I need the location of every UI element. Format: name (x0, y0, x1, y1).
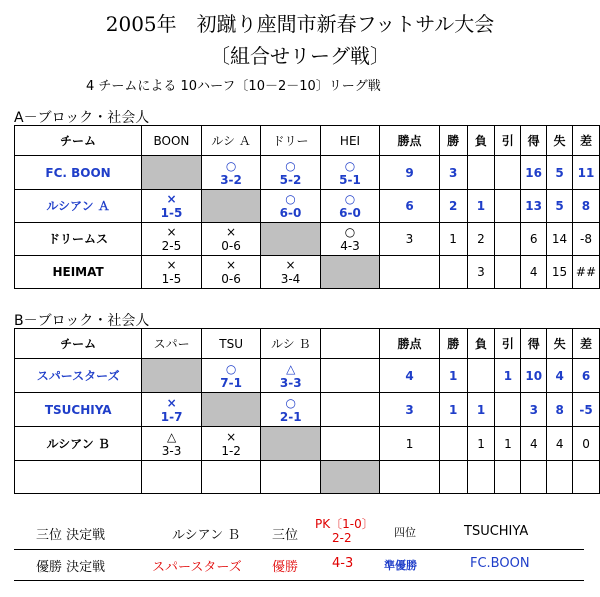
stat-cell: 9 (380, 156, 439, 190)
result-mark: ○ (285, 192, 296, 206)
final-label: 優勝 決定戦 (36, 560, 106, 575)
match-result-cell (201, 223, 260, 256)
final-winner-rank: 優勝 (272, 560, 299, 575)
header-row (15, 126, 600, 156)
result-mark: × (226, 429, 237, 444)
team-name: HEIMAT (15, 256, 142, 289)
block-a-table (14, 125, 600, 289)
result-mark: ○ (344, 225, 356, 239)
match-result-cell (320, 427, 379, 461)
standings-row (15, 359, 600, 393)
stat-cell: 0 (573, 427, 600, 461)
stat-cell: 15 (547, 256, 573, 289)
stat-cell (521, 461, 547, 494)
stat-cell: 8 (572, 190, 599, 223)
finals-divider-1 (14, 549, 584, 550)
team-name (15, 461, 142, 494)
stat-cell: 3 (439, 156, 467, 190)
block-b-table (14, 328, 600, 494)
standings-row (15, 427, 600, 461)
result-score: 1-5 (160, 206, 183, 220)
stat-cell: -5 (573, 393, 600, 427)
stat-cell: -8 (572, 223, 599, 256)
result-mark: × (166, 225, 177, 239)
stat-cell (547, 461, 573, 494)
standings-row (15, 393, 600, 427)
result-mark: ○ (285, 158, 296, 173)
stat-cell (495, 461, 521, 494)
stat-cell (495, 190, 521, 223)
match-result-cell (261, 393, 321, 427)
self-match-cell (320, 461, 379, 494)
match-result-cell (320, 190, 380, 223)
column-header: 差 (572, 126, 599, 156)
match-result-cell (201, 156, 260, 190)
column-header (320, 329, 379, 359)
stat-cell: 5 (547, 156, 573, 190)
match-result-cell (201, 256, 260, 289)
third-place-loser-rank: 四位 (394, 526, 416, 539)
result-mark: × (166, 258, 177, 272)
third-place-pk-score: PK〔1-0〕 (315, 517, 374, 531)
match-result-cell (320, 393, 379, 427)
stat-cell: 5 (547, 190, 573, 223)
column-header: 負 (467, 329, 495, 359)
finals-divider-2 (14, 580, 584, 581)
stat-cell: 1 (467, 427, 495, 461)
stat-cell: 3 (467, 256, 495, 289)
result-mark: × (226, 258, 237, 272)
team-name: ルシアン Ｂ (15, 427, 142, 461)
stat-cell: 6 (521, 223, 547, 256)
stat-cell (439, 461, 467, 494)
standings-row (15, 190, 600, 223)
stat-cell (439, 427, 467, 461)
stat-cell: 2 (467, 223, 495, 256)
final-score: 4-3 (332, 556, 354, 571)
final-winner: スパースターズ (152, 560, 242, 575)
result-mark: × (166, 192, 177, 206)
column-header: 勝点 (380, 126, 439, 156)
team-name: FC. BOON (15, 156, 142, 190)
result-score: 3-2 (220, 172, 242, 187)
column-header: HEI (320, 126, 380, 156)
third-place-score: 2-2 (332, 531, 352, 545)
self-match-cell (201, 393, 261, 427)
stat-cell (495, 156, 521, 190)
team-name: ドリームス (15, 223, 142, 256)
match-result-cell (142, 393, 202, 427)
result-score: 6-0 (279, 206, 302, 220)
result-score: 0-6 (221, 239, 241, 253)
column-header: ルシ Ａ (201, 126, 260, 156)
stat-cell: 11 (572, 156, 599, 190)
result-score: 4-3 (340, 239, 360, 253)
column-header: スパー (142, 329, 202, 359)
column-header: 差 (573, 329, 600, 359)
stat-cell (467, 156, 495, 190)
self-match-cell (261, 223, 320, 256)
stat-cell: 4 (521, 256, 547, 289)
stat-cell (380, 256, 439, 289)
stat-cell: 4 (547, 427, 573, 461)
team-name: スパースターズ (15, 359, 142, 393)
stat-cell (467, 461, 495, 494)
stat-cell: 10 (521, 359, 547, 393)
column-header: 引 (495, 329, 521, 359)
stat-cell: 1 (495, 359, 521, 393)
match-result-cell (142, 223, 202, 256)
third-place-winner: ルシアン Ｂ (172, 528, 241, 543)
stat-cell: 13 (521, 190, 547, 223)
result-mark: △ (286, 361, 296, 376)
self-match-cell (201, 190, 260, 223)
stat-cell: 1 (439, 223, 467, 256)
match-result-cell (142, 190, 202, 223)
column-header: 失 (547, 329, 573, 359)
result-mark: ○ (225, 158, 237, 173)
standings-row (15, 156, 600, 190)
match-result-cell (261, 461, 321, 494)
self-match-cell (142, 156, 202, 190)
stat-cell (439, 256, 467, 289)
result-mark: ○ (285, 395, 296, 410)
standings-row (15, 256, 600, 289)
column-header: 負 (467, 126, 495, 156)
stat-cell: 3 (521, 393, 547, 427)
stat-cell (467, 359, 495, 393)
stat-cell: 14 (547, 223, 573, 256)
stat-cell: 4 (521, 427, 547, 461)
result-score: 3-3 (279, 375, 302, 390)
result-mark: △ (166, 429, 177, 444)
column-header: 勝 (439, 126, 467, 156)
result-mark: × (226, 225, 237, 239)
result-mark: ○ (344, 158, 356, 173)
result-score: 2-5 (161, 239, 182, 253)
column-header: 得 (521, 329, 547, 359)
block-a-label: A－ブロック・社会人 (14, 110, 150, 126)
result-score: 1-7 (160, 409, 183, 424)
result-score: 7-1 (220, 375, 242, 390)
match-result-cell (201, 461, 261, 494)
standings-row (15, 223, 600, 256)
result-score: 5-1 (339, 172, 361, 187)
block-b-label: B－ブロック・社会人 (14, 313, 150, 329)
match-result-cell (320, 359, 379, 393)
header-row (15, 329, 600, 359)
stat-cell: 8 (547, 393, 573, 427)
stat-cell: ## (572, 256, 599, 289)
stat-cell: 4 (547, 359, 573, 393)
result-score: 2-1 (279, 409, 302, 424)
result-score: 5-2 (279, 172, 302, 187)
result-score: 3-4 (280, 272, 301, 286)
self-match-cell (320, 256, 380, 289)
match-result-cell (261, 359, 321, 393)
stat-cell: 1 (467, 393, 495, 427)
result-mark: × (166, 395, 177, 410)
column-header: チーム (15, 329, 142, 359)
stat-cell: 3 (380, 223, 439, 256)
stat-cell (380, 461, 439, 494)
column-header: ドリー (261, 126, 320, 156)
stat-cell: 4 (380, 359, 439, 393)
stat-cell: 16 (521, 156, 547, 190)
stat-cell: 1 (380, 427, 439, 461)
match-result-cell (261, 156, 320, 190)
match-result-cell (142, 256, 202, 289)
result-score: 3-3 (161, 443, 182, 458)
result-score: 6-0 (339, 206, 361, 220)
column-header: 勝 (439, 329, 467, 359)
column-header: 勝点 (380, 329, 439, 359)
column-header: 引 (495, 126, 521, 156)
self-match-cell (142, 359, 202, 393)
stat-cell: 6 (380, 190, 439, 223)
final-loser: FC.BOON (470, 556, 530, 571)
match-result-cell (142, 461, 202, 494)
match-result-cell (320, 223, 380, 256)
stat-cell: 1 (495, 427, 521, 461)
match-result-cell (261, 190, 320, 223)
match-result-cell (142, 427, 202, 461)
result-score: 1-2 (221, 443, 241, 458)
third-place-loser: TSUCHIYA (464, 524, 529, 539)
match-result-cell (261, 256, 320, 289)
stat-cell (495, 393, 521, 427)
result-score: 0-6 (221, 272, 241, 286)
page-title: 2005年 初蹴り座間市新春フットサル大会 (105, 12, 495, 36)
match-result-cell (201, 427, 261, 461)
match-result-cell (320, 156, 380, 190)
result-score: 1-5 (161, 272, 182, 286)
stat-cell: 1 (467, 190, 495, 223)
stat-cell: 1 (439, 393, 467, 427)
stat-cell (495, 256, 521, 289)
final-loser-rank: 準優勝 (384, 559, 417, 572)
stat-cell (573, 461, 600, 494)
third-place-winner-rank: 三位 (272, 528, 299, 543)
result-mark: ○ (225, 361, 237, 376)
result-mark: ○ (344, 192, 356, 206)
result-mark: × (285, 258, 296, 272)
standings-row (15, 461, 600, 494)
match-result-cell (201, 359, 261, 393)
team-name: ルシアン Ａ (15, 190, 142, 223)
column-header: ルシ Ｂ (261, 329, 321, 359)
stat-cell: 1 (439, 359, 467, 393)
stat-cell: 2 (439, 190, 467, 223)
column-header: 得 (521, 126, 547, 156)
team-name: TSUCHIYA (15, 393, 142, 427)
page-subtitle: 〔組合せリーグ戦〕 (210, 44, 390, 68)
stat-cell: 3 (380, 393, 439, 427)
third-place-label: 三位 決定戦 (36, 528, 106, 543)
self-match-cell (261, 427, 321, 461)
column-header: 失 (547, 126, 573, 156)
format-description: 4 チームによる 10ハーフ〔10－2－10〕リーグ戦 (86, 79, 381, 94)
column-header: チーム (15, 126, 142, 156)
column-header: TSU (201, 329, 261, 359)
stat-cell: 6 (573, 359, 600, 393)
stat-cell (495, 223, 521, 256)
column-header: BOON (142, 126, 202, 156)
